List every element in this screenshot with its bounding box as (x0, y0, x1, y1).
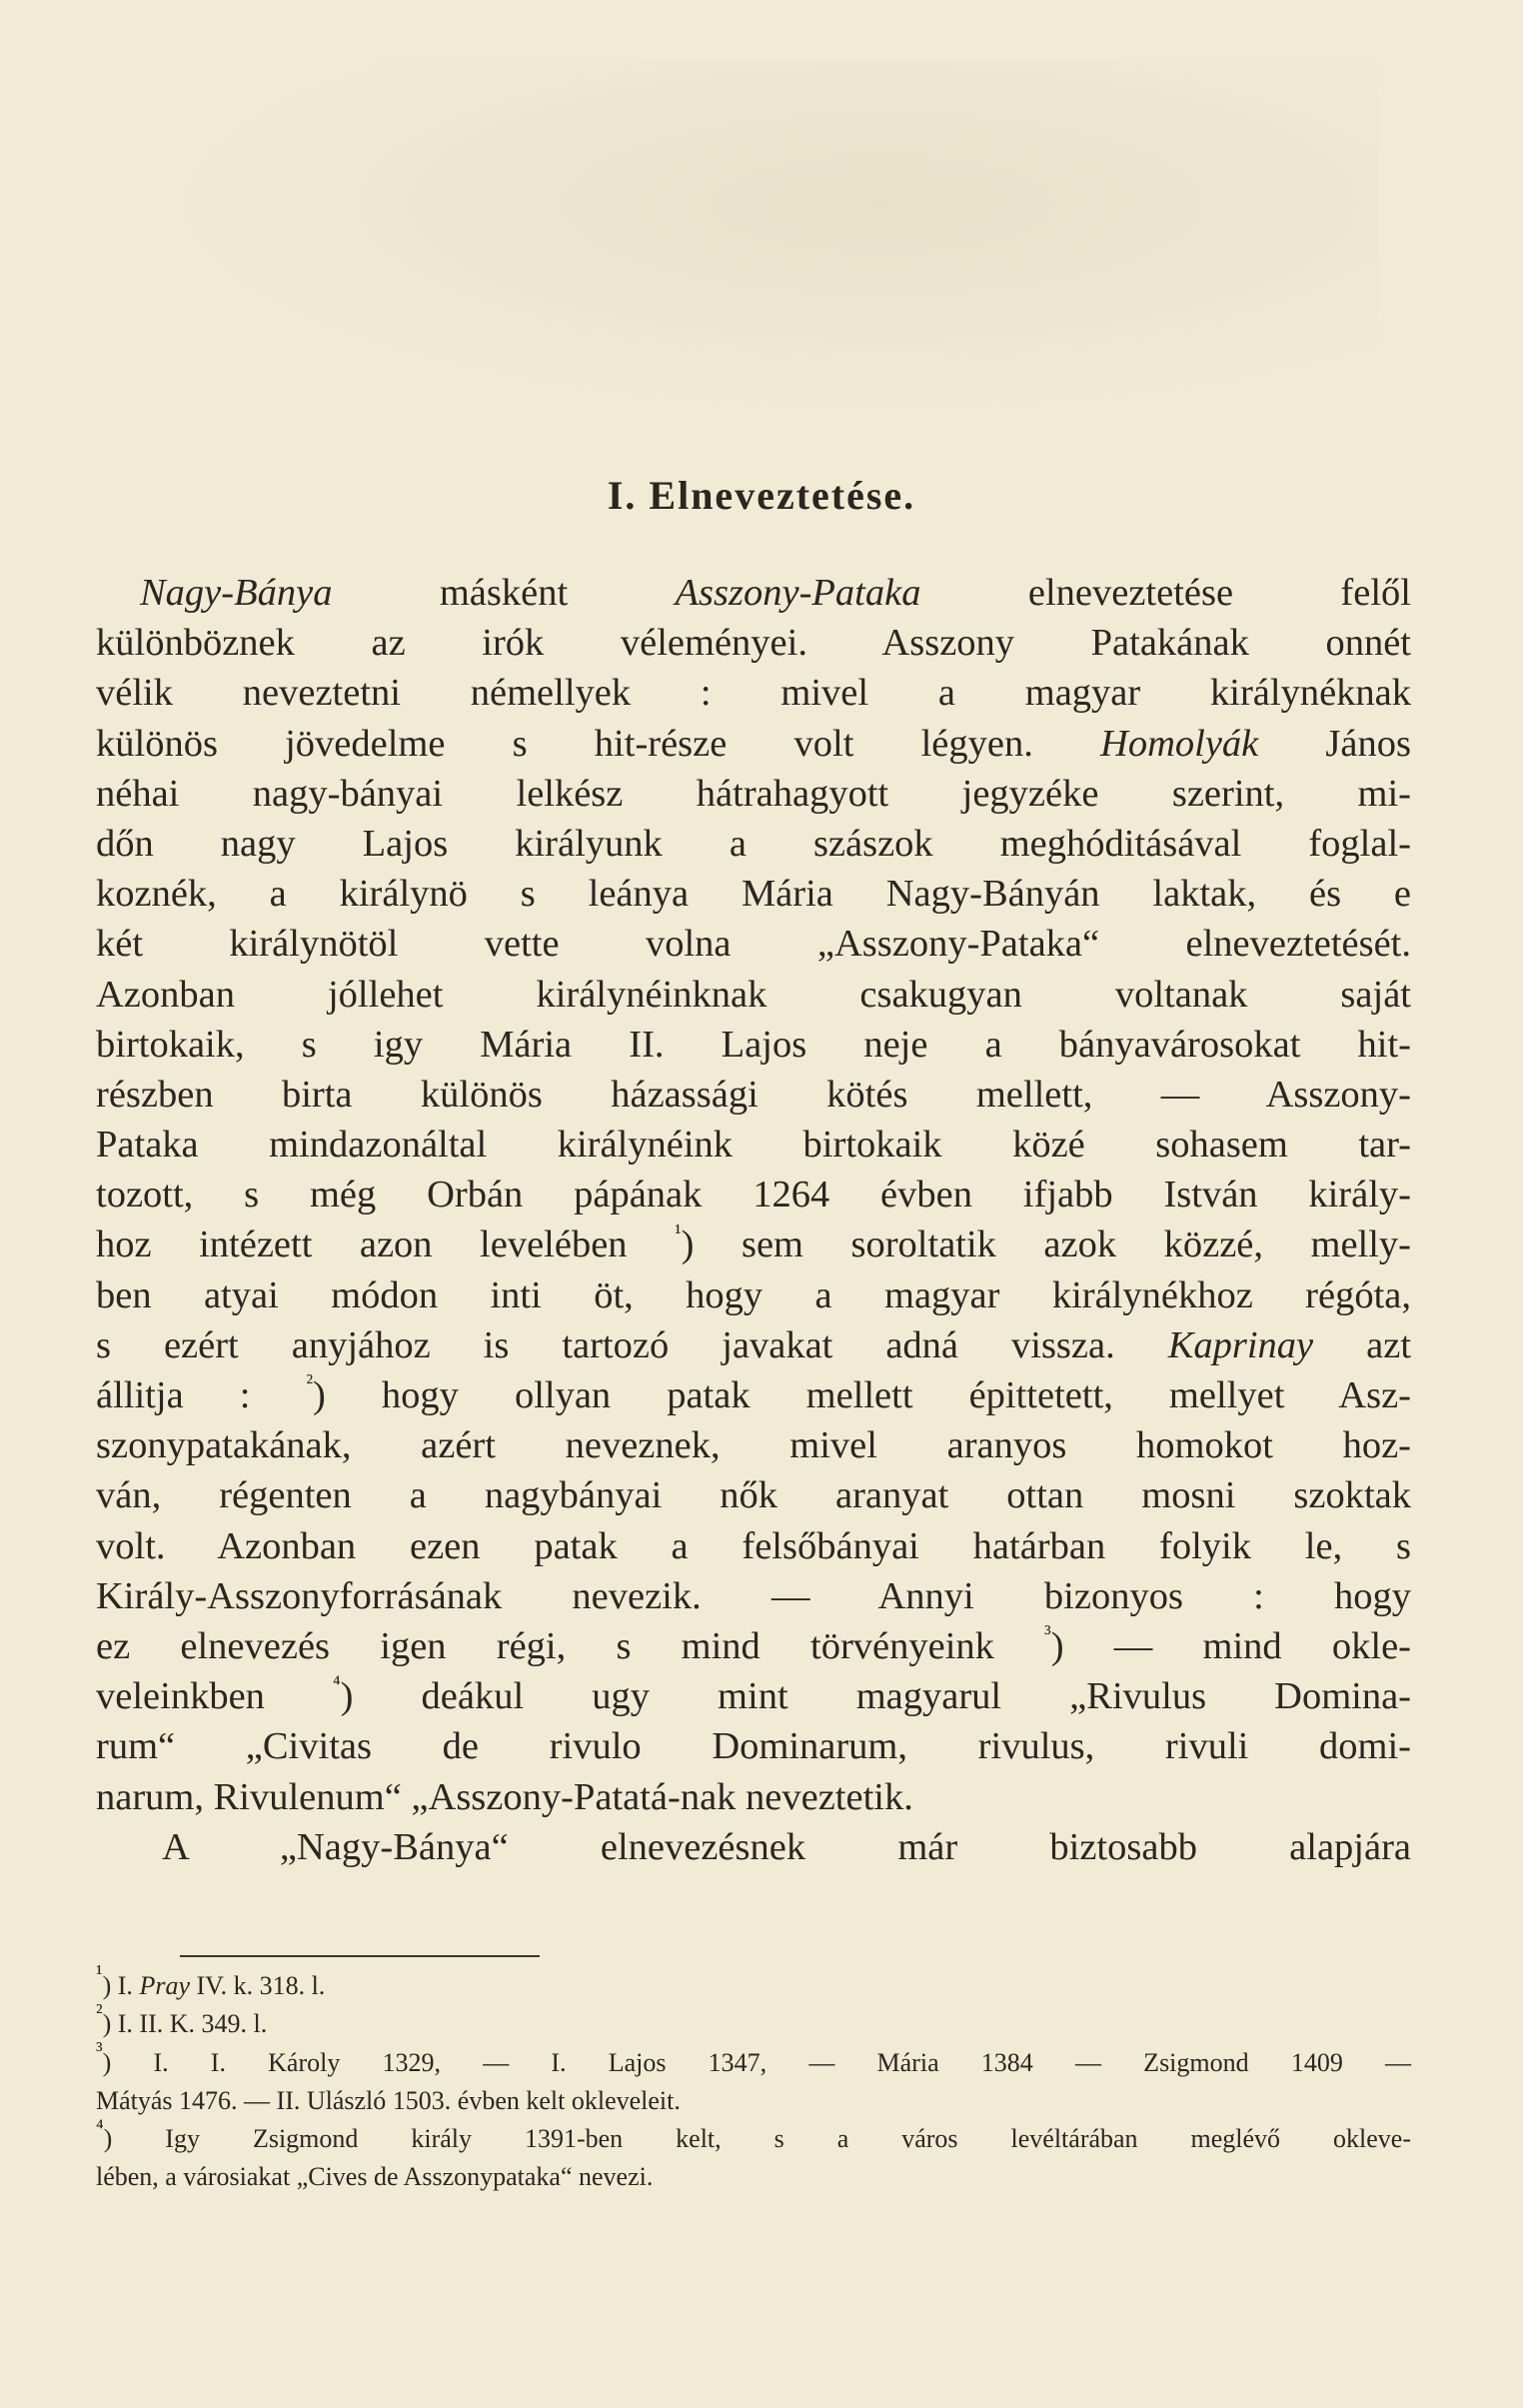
footnote-ref[interactable]: ¹ (675, 1218, 682, 1244)
paragraph-line: ben atyai módon inti öt, hogy a magyar királynékhoz régóta, (96, 1273, 1411, 1316)
section-heading: I. Elneveztetése. (607, 473, 916, 518)
footnote-ref[interactable]: ⁴ (332, 1670, 341, 1696)
paragraph-line: dőn nagy Lajos királyunk a szászok meghóditásával foglal- (96, 822, 1411, 865)
paragraph-line: narum, Rivulenum“ „Asszony-Patatá-nak neveztetik. (96, 1775, 913, 1818)
paragraph-line: részben birta különös házassági kötés mellett, — Asszony- (96, 1073, 1411, 1116)
footnote-continuation: lében, a városiakat „Cives de Asszonypataka“ nevezi. (96, 2162, 654, 2192)
footnote: $^{^3}$) I. I. Károly 1329, — I. Lajos 1347, — Mária 1384 — Zsigmond 1409 — (96, 2036, 1411, 2077)
paragraph-line: koznék, a királynö s leánya Mária Nagy-Bányán laktak, és e (96, 873, 1411, 916)
bleed-through-shadow (140, 60, 1379, 420)
paragraph-line: hoz intézett azon levelében $^{^1}$) sem soroltatik azok közzé, melly- (96, 1218, 1411, 1266)
paragraph-line: Azonban jóllehet királynéinknak csakugyan voltanak saját (96, 973, 1411, 1016)
paragraph-line: szonypatakának, azért neveznek, mivel aranyos homokot hoz- (96, 1424, 1411, 1467)
footnote-ref[interactable]: ³ (1044, 1620, 1051, 1646)
paragraph-line: különböznek az irók véleményei. Asszony Patakának onnét (96, 622, 1411, 665)
footnote: $^{^2}$) I. II. K. 349. l. (96, 1998, 268, 2039)
paragraph-line: Király-Asszonyforrásának nevezik. — Annyi bizonyos : hogy (96, 1574, 1411, 1617)
footnote: $^{^1}$) I. Pray IV. k. 318. l. (96, 1960, 326, 2000)
paragraph-line: ván, régenten a nagybányai nők aranyat ottan mosni szoktak (96, 1474, 1411, 1517)
paragraph-line: ez elnevezés igen régi, s mind törvényeink $^{^3}$) — mind okle- (96, 1620, 1412, 1667)
paragraph-line: vélik neveztetni némellyek : mivel a magyar királynéknak (96, 672, 1411, 715)
paragraph-line: veleinkben $^{^4}$) deákul ugy mint magyarul „Rivulus Domina- (96, 1670, 1411, 1718)
paragraph-line: állitja : $^{^2}$) hogy ollyan patak mellett épittetett, mellyet Asz- (96, 1369, 1411, 1416)
paragraph-line: különös jövedelme s hit-része volt légyen. Homolyák János (96, 722, 1411, 765)
paragraph-line: volt. Azonban ezen patak a felsőbányai határban folyik le, s (96, 1524, 1411, 1567)
paragraph-line: s ezért anyjához is tartozó javakat adná vissza. Kaprinay azt (96, 1323, 1412, 1366)
footnotes (96, 1960, 1411, 2197)
footnote: $^{^4}$) Igy Zsigmond király 1391-ben kelt, s a város levéltárában meglévő okleve- (96, 2113, 1411, 2154)
paragraph-line: néhai nagy-bányai lelkész hátrahagyott jegyzéke szerint, mi- (96, 772, 1411, 815)
main-paragraph (96, 568, 1411, 1872)
paragraph-line: rum“ „Civitas de rivulo Dominarum, rivulus, rivuli domi- (96, 1725, 1411, 1768)
paragraph-line: tozott, s még Orbán pápának 1264 évben ifjabb István király- (96, 1174, 1411, 1216)
footnote-divider (180, 1955, 540, 1957)
paragraph-line: Nagy-Bánya másként Asszony-Pataka elneveztetése felől (140, 572, 1411, 614)
paragraph-line: A „Nagy-Bánya“ elnevezésnek már biztosabb alapjára (162, 1825, 1411, 1868)
paragraph-line: Pataka mindazonáltal királynéink birtokaik közé sohasem tar- (96, 1124, 1411, 1167)
paragraph-line: két királynötöl vette volna „Asszony-Pataka“ elneveztetését. (96, 923, 1411, 966)
footnote-continuation: Mátyás 1476. — II. Ulászló 1503. évben kelt okleveleit. (96, 2085, 681, 2115)
footnote-ref[interactable]: ² (306, 1369, 314, 1395)
paragraph-line: birtokaik, s igy Mária II. Lajos neje a bányavárosokat hit- (96, 1023, 1411, 1066)
